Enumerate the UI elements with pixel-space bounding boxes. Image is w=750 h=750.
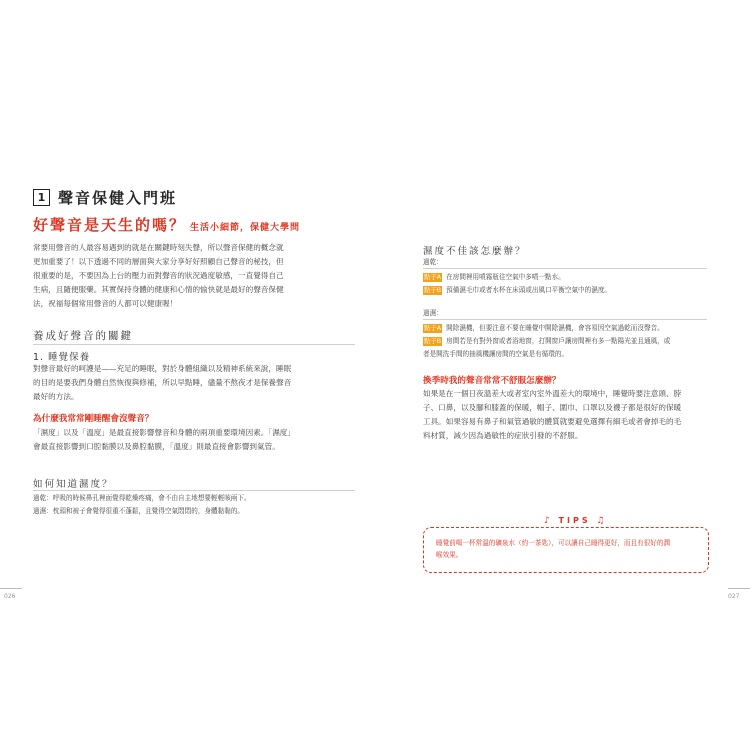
footer-line-left bbox=[0, 588, 22, 589]
section-season-body bbox=[423, 387, 713, 443]
section-key-heading: 養成好聲音的關鍵 bbox=[33, 330, 133, 342]
idea-tag: 點子B bbox=[424, 337, 442, 345]
list-item bbox=[423, 284, 611, 297]
tips-label-text: TIPS bbox=[558, 516, 591, 525]
list-item bbox=[423, 271, 611, 284]
body-line: 工具。如果容易有鼻子和氣管過敏的體質就要避免選擇有細毛或者會掉毛的毛 bbox=[423, 417, 682, 426]
chapter-title: 聲音保健入門班 bbox=[58, 189, 178, 207]
section-key-subheading: 1. 睡覺保養 bbox=[33, 352, 91, 363]
intro-line: 更加重要了！以下透過不同的層面與大家分享好好照顧自己聲音的秘技，但 bbox=[33, 257, 284, 266]
page-number-left: 026 bbox=[4, 593, 16, 600]
list-item bbox=[423, 335, 670, 348]
page-number-right: 027 bbox=[728, 593, 740, 600]
section-bad-humidity-heading: 濕度不佳該怎麼辦？ bbox=[423, 246, 527, 257]
intro-line: 法，祝福每個常用聲音的人都可以健康喔！ bbox=[33, 299, 178, 308]
headline-sub: 生活小細節，保健大學問 bbox=[190, 223, 301, 233]
section-divider bbox=[423, 268, 707, 269]
body-line: 的目的是要我們身體自然恢復與修補，所以早點睡，儘量不熬夜才是保養聲音 bbox=[33, 378, 292, 387]
body-line: 對聲音最好的呵護是——充足的睡眠，對於身體組織以及精神系統來說，睡眠 bbox=[33, 364, 292, 373]
section-humidity-heading: 如何知道濕度？ bbox=[33, 479, 114, 490]
list-item-text: 預備濕毛巾或者水杯在床頭或出風口平衡空氣中的濕度。 bbox=[446, 286, 612, 294]
list-item-continuation: 者是開洗手間的抽風機讓房間的空氣是有循環的。 bbox=[423, 350, 569, 358]
body-line: 子、口鼻，以及腳和膝蓋的保暖，帽子、圍巾、口罩以及襪子都是很好的保暖 bbox=[423, 403, 682, 412]
intro-paragraph bbox=[33, 241, 363, 311]
section-divider bbox=[423, 319, 707, 320]
music-note-icon: ♪ bbox=[544, 516, 553, 526]
body-line: 最好的方法。 bbox=[33, 392, 79, 401]
section-season-heading: 換季時我的聲音常常不舒服怎麼辦？ bbox=[423, 376, 561, 386]
list-item-text: 開除濕機，但要注意不要在睡覺中開除濕機，會容易因空氣過乾而沒聲音。 bbox=[446, 324, 664, 332]
idea-tag: 點子A bbox=[424, 273, 442, 281]
list-item-text: 房間若是有對外窗或者浴地窗，打開窗戶讓房間裡有多一點陽光並且通風，或 bbox=[446, 337, 671, 345]
headline bbox=[33, 214, 300, 235]
section-why-body bbox=[33, 426, 363, 454]
intro-line: 常要用聲音的人最容易遇到的就是在關鍵時刻失聲，所以聲音保健的概念就 bbox=[33, 243, 284, 252]
body-line: 過濕：枕頭和被子會覺得很重不蓬鬆，且覺得空氣悶悶的，身體黏黏的。 bbox=[33, 507, 244, 515]
headline-main: 好聲音是天生的嗎？ bbox=[33, 216, 187, 234]
tips-line: 睡覺前喝一杯常溫的礦泉水（約一茶匙），可以讓自己睡得更好，而且有很好的潤 bbox=[436, 539, 671, 547]
wet-list bbox=[423, 322, 670, 361]
wet-label: 過濕： bbox=[423, 309, 443, 317]
dry-list bbox=[423, 271, 611, 297]
music-note-icon: ♫ bbox=[596, 516, 608, 526]
section-key-body bbox=[33, 362, 363, 404]
body-line: 料材質，減少因為過敏性的症狀引發的不舒服。 bbox=[423, 431, 583, 440]
section-divider bbox=[33, 490, 355, 491]
body-line: 會最直接影響到口腔黏膜以及鼻腔黏膜，「溫度」則最直接會影響到氣管。 bbox=[33, 442, 280, 451]
intro-line: 生病，且隨便服藥。其實保持身體的健康和心情的愉快就是最好的聲音保健 bbox=[33, 285, 284, 294]
idea-tag: 點子B bbox=[424, 286, 442, 294]
list-item bbox=[423, 322, 670, 335]
idea-tag: 點子A bbox=[424, 324, 442, 332]
tips-text bbox=[436, 537, 670, 561]
dry-label: 過乾： bbox=[423, 258, 443, 266]
body-line: 「濕度」以及「溫度」是最直接影響聲音和身體的兩項重要環境因素。「濕度」 bbox=[33, 428, 295, 437]
body-line: 如果是在一個日夜溫差大或者室內室外溫差大的環境中，睡覺時要注意頭、脖 bbox=[423, 389, 682, 398]
intro-line: 很重要的是，不要因為上台的壓力而對聲音的狀況過度敏感，一直覺得自己 bbox=[33, 271, 284, 280]
tips-label bbox=[540, 516, 611, 526]
list-item-text: 在房間裡用噴霧瓶往空氣中多噴一點水。 bbox=[446, 273, 565, 281]
section-humidity-body bbox=[33, 492, 251, 518]
section-why-heading: 為什麼我常常剛睡醒會沒聲音？ bbox=[33, 414, 154, 424]
body-line: 過乾：呼吸的時候鼻孔裡面覺得乾燥疼痛，會不由自主地想要輕輕咳兩下。 bbox=[33, 494, 251, 502]
footer-line-right bbox=[728, 588, 750, 589]
section-divider bbox=[33, 344, 355, 345]
chapter-number: 1 bbox=[33, 189, 50, 206]
tips-line: 喉效果。 bbox=[436, 551, 463, 559]
